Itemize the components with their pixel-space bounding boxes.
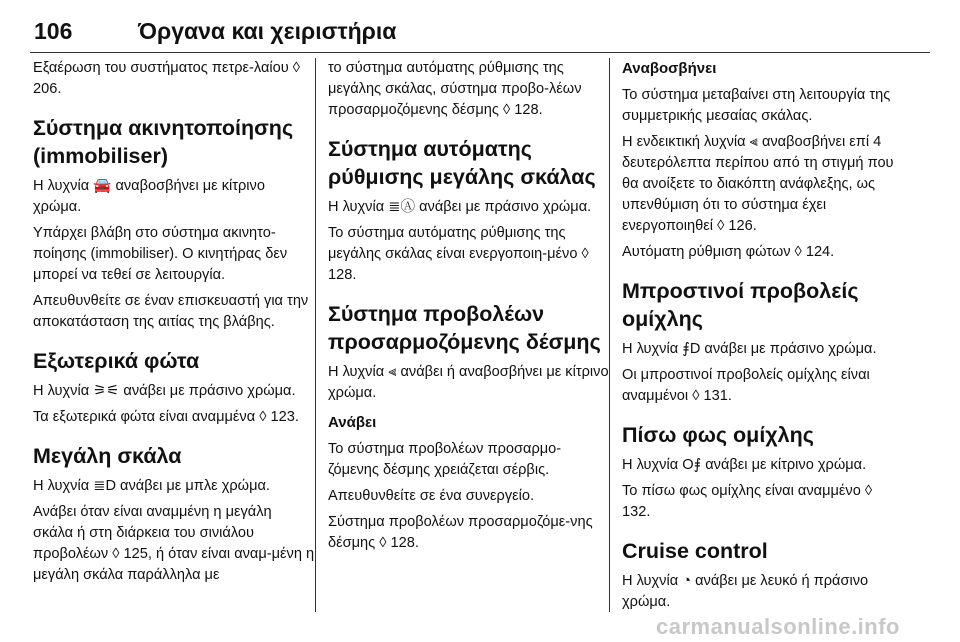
section-title-front-fog: Μπροστινοί προβολείς ομίχλης xyxy=(622,279,859,331)
subsection-title-lights: Ανάβει xyxy=(328,414,377,431)
column-left xyxy=(33,58,315,591)
section-title-rear-fog: Πίσω φως ομίχλης xyxy=(622,423,814,447)
paragraph: Η λυχνία O⨎ ανάβει με κίτρινο χρώμα. xyxy=(622,457,867,473)
paragraph: Το σύστημα προβολέων προσαρμο-ζόμενης δέσμης χρειάζεται σέρβις. xyxy=(328,441,562,478)
paragraph: Η λυχνία ⨎D ανάβει με πράσινο χρώμα. xyxy=(622,341,877,357)
paragraph: Η λυχνία ⚞⚟ ανάβει με πράσινο χρώμα. xyxy=(33,383,296,399)
paragraph: Το σύστημα αυτόματης ρύθμισης της μεγάλης σκάλας είναι ενεργοποιη-μένο ◊ 128. xyxy=(328,225,589,283)
paragraph: Απευθυνθείτε σε έναν επισκευαστή για την αποκατάσταση της αιτίας της βλάβης. xyxy=(33,293,309,330)
section-title-high-beam: Μεγάλη σκάλα xyxy=(33,444,182,468)
column-divider xyxy=(315,58,316,612)
paragraph: Η ενδεικτική λυχνία ⫷ αναβοσβήνει επί 4 δευτερόλεπτα περίπου από τη στιγμή που θα ανοίξετε το διακόπτη ανάφλεξης, ως υπενθύμιση ότι το σύστημα έχει ενεργοποιηθεί ◊ 126. xyxy=(622,134,894,234)
subsection-title-flashes: Αναβοσβήνει xyxy=(622,60,717,77)
section-title-immobiliser: Σύστημα ακινητοποίησης (immobiliser) xyxy=(33,116,294,168)
section-title-adaptive-lights: Σύστημα προβολέων προσαρμοζόμενης δέσμης xyxy=(328,302,601,354)
watermark: carmanualsonline.info xyxy=(656,614,900,639)
section-title-exterior-lights: Εξωτερικά φώτα xyxy=(33,349,200,373)
paragraph: Υπάρχει βλάβη στο σύστημα ακινητο-ποίησης (immobiliser). Ο κινητήρας δεν μπορεί να τεθεί σε λειτουργία. xyxy=(33,225,288,283)
page-number: 106 xyxy=(34,18,73,44)
paragraph: Ανάβει όταν είναι αναμμένη η μεγάλη σκάλα ή στη διάρκεια του σινιάλου προβολέων ◊ 125, ή όταν είναι αναμ-μένη η μεγάλη σκάλα παράλληλα με xyxy=(33,504,315,583)
paragraph: το σύστημα αυτόματης ρύθμισης της μεγάλης σκάλας, σύστημα προβο-λέων προσαρμοζόμενης δέσμης ◊ 128. xyxy=(328,60,582,118)
paragraph: Η λυχνία ≣D ανάβει με μπλε χρώμα. xyxy=(33,478,270,494)
paragraph: Το σύστημα μεταβαίνει στη λειτουργία της συμμετρικής μεσαίας σκάλας. xyxy=(622,87,891,124)
section-title-cruise-control: Cruise control xyxy=(622,539,768,563)
paragraph: Η λυχνία 🚘 αναβοσβήνει με κίτρινο χρώμα. xyxy=(33,178,265,215)
paragraph: Σύστημα προβολέων προσαρμοζόμε-νης δέσμης ◊ 128. xyxy=(328,514,593,551)
paragraph: Οι μπροστινοί προβολείς ομίχλης είναι αναμμένοι ◊ 131. xyxy=(622,367,870,404)
paragraph: Αυτόματη ρύθμιση φώτων ◊ 124. xyxy=(622,244,835,260)
paragraph: Η λυχνία ⫷ ανάβει ή αναβοσβήνει με κίτρινο χρώμα. xyxy=(328,364,609,401)
page-header xyxy=(30,14,930,53)
paragraph: Το πίσω φως ομίχλης είναι αναμμένο ◊ 132. xyxy=(622,483,873,520)
column-middle xyxy=(328,58,610,559)
column-right xyxy=(622,58,904,618)
section-title-auto-high-beam: Σύστημα αυτόματης ρύθμισης μεγάλης σκάλας xyxy=(328,137,596,189)
paragraph: Απευθυνθείτε σε ένα συνεργείο. xyxy=(328,488,535,504)
chapter-title: Όργανα και χειριστήρια xyxy=(138,18,397,44)
intro-text: Εξαέρωση του συστήματος πετρε-λαίου ◊ 206. xyxy=(33,60,301,97)
paragraph: Τα εξωτερικά φώτα είναι αναμμένα ◊ 123. xyxy=(33,409,299,425)
paragraph: Η λυχνία ≣Ⓐ ανάβει με πράσινο χρώμα. xyxy=(328,199,592,215)
paragraph: Η λυχνία ◔ ανάβει με λευκό ή πράσινο χρώμα. xyxy=(622,573,869,610)
